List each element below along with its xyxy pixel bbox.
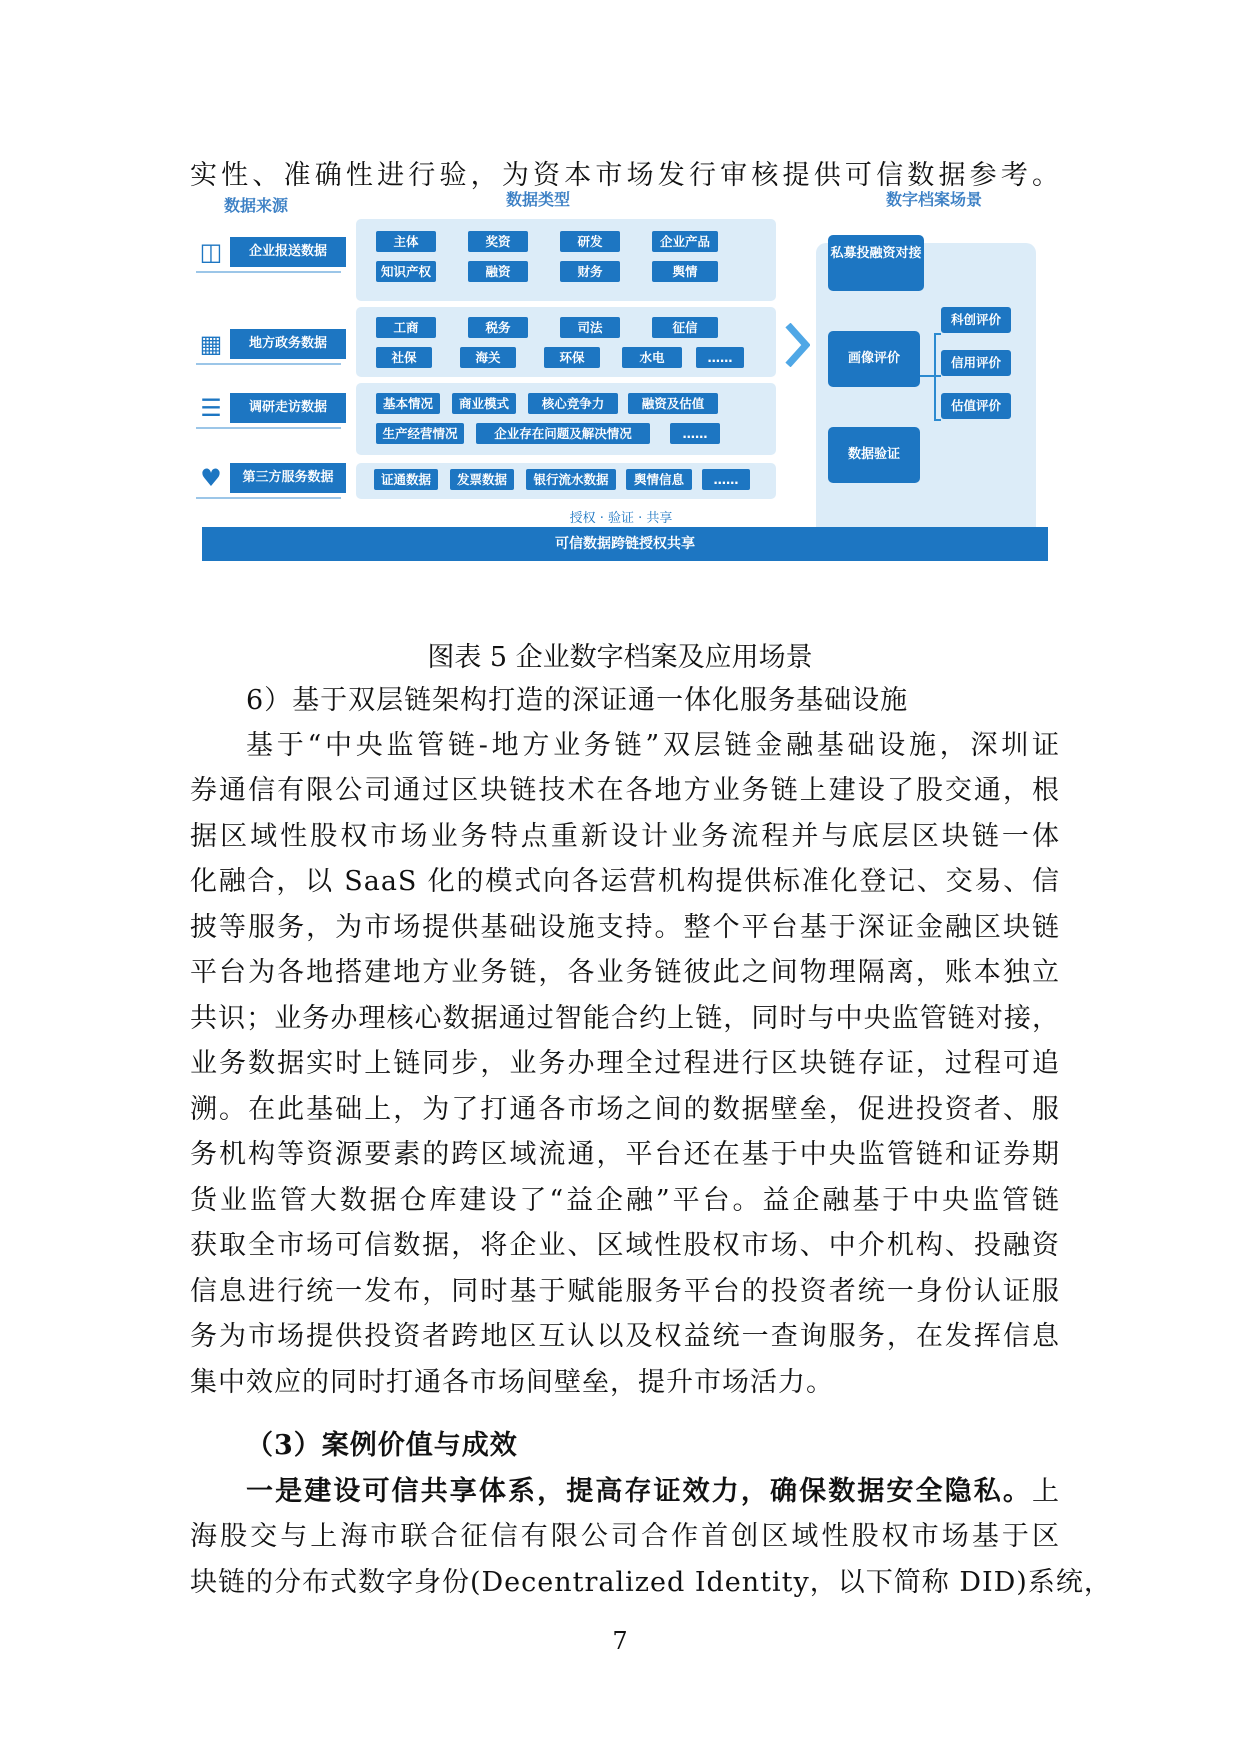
flow-arrow-icon [784,323,810,367]
data-type-chip: …… [696,347,744,368]
data-type-chip: 基本情况 [376,393,440,414]
source-label: 调研走访数据 [230,393,346,423]
eval-innovation: 科创评价 [941,307,1011,333]
paragraph-line: 披等服务，为市场提供基础设施支持。整个平台基于深证金融区块链 [190,912,1060,943]
paragraph-line: 基于“中央监管链-地方业务链”双层链金融基础设施，深圳证 [246,730,1060,761]
cross-chain-share-bar: 可信数据跨链授权共享 [202,527,1048,561]
data-type-chip: 银行流水数据 [526,469,616,490]
divider [196,427,341,429]
eval-connector [920,375,934,377]
eval-credit: 信用评价 [941,350,1011,376]
data-type-chip: 研发 [560,231,620,252]
paragraph-line: 溯。在此基础上，为了打通各市场之间的数据壁垒，促进投资者、服 [190,1094,1060,1125]
data-type-chip: 奖资 [468,231,528,252]
section-heading-6: 6）基于双层链架构打造的深证通一体化服务基础设施 [246,685,909,716]
data-type-chip: 商业模式 [452,393,516,414]
paragraph-line: 化融合，以 SaaS 化的模式向各运营机构提供标准化登记、交易、信 [190,866,1060,897]
scenes-title: 数字档案场景 [886,190,983,209]
source-survey [196,389,346,429]
paragraph-lead-line [246,1469,1060,1515]
data-type-chip: 舆情 [652,261,718,282]
source-third-party [196,459,346,499]
eval-arrow [934,419,941,421]
database-icon: ◫ [199,238,223,266]
data-type-chip: 社保 [376,347,432,368]
data-type-chip: …… [702,469,750,490]
page-number: 7 [612,1627,628,1655]
figure-caption: 图表 5 企业数字档案及应用场景 [427,642,813,673]
source-enterprise [196,233,346,273]
paragraph-line: 业务数据实时上链同步，业务办理全过程进行区块链存证，过程可追 [190,1048,1060,1079]
service-hand-icon: ♥ [200,464,222,492]
scene-verify: 数据验证 [828,427,920,483]
source-government [196,325,346,365]
paragraph-line: 集中效应的同时打通各市场间壁垒，提升市场活力。 [190,1367,834,1398]
data-type-chip: 主体 [376,231,436,252]
paragraph-line: 信息进行统一发布，同时基于赋能服务平台的投资者统一身份认证服 [190,1276,1060,1307]
divider [196,497,341,499]
paragraph-line: 平台为各地搭建地方业务链，各业务链彼此之间物理隔离，账本独立 [190,957,1060,988]
divider [196,271,341,273]
data-type-chip: 证通数据 [374,469,438,490]
data-type-chip: 环保 [544,347,600,368]
data-type-chip: 税务 [468,317,528,338]
lead-tail: 上 [1032,1476,1060,1507]
data-type-group-4 [356,463,776,499]
paragraph-line: 海股交与上海市联合征信有限公司合作首创区域性股权市场基于区 [190,1521,1060,1552]
paragraph-line: 据区域性股权市场业务特点重新设计业务流程并与底层区块链一体 [190,821,1060,852]
data-type-group-1 [356,219,776,301]
data-type-chip: 海关 [460,347,516,368]
data-type-chip: 核心竞争力 [528,393,618,414]
paragraph-line: 获取全市场可信数据，将企业、区域性股权市场、中介机构、投融资 [190,1230,1060,1261]
data-type-chip: 知识产权 [376,261,436,282]
eval-bracket [934,333,936,421]
auth-verify-share-label: 授权 · 验证 · 共享 [569,511,673,526]
source-label: 地方政务数据 [230,329,346,359]
enterprise-digital-archive-diagram [196,190,1046,630]
data-type-chip: 企业产品 [652,231,718,252]
scene-matchmaking: 私募投融资对接 [828,235,924,291]
divider [196,363,341,365]
buildings-icon: ▦ [199,330,223,358]
eval-valuation: 估值评价 [941,393,1011,419]
source-label: 第三方服务数据 [230,463,346,493]
data-type-chip: 生产经营情况 [376,423,464,444]
paragraph-line: 共识；业务办理核心数据通过智能合约上链，同时与中央监管链对接， [190,1003,1060,1034]
source-label: 企业报送数据 [230,237,346,267]
data-type-chip: 征信 [652,317,718,338]
data-type-chip: 融资及估值 [628,393,718,414]
sources-title: 数据来源 [224,196,289,215]
top-text-line: 实性、准确性进行验，为资本市场发行审核提供可信数据参考。 [190,160,1060,191]
paragraph-line: 块链的分布式数字身份(Decentralized Identity，以下简称 DID)系统， [190,1567,1112,1598]
data-type-chip: 财务 [560,261,620,282]
data-type-chip: 舆情信息 [626,469,692,490]
data-type-group-3 [356,383,776,455]
section-heading-3: （3）案例价值与成效 [246,1430,518,1461]
eval-arrow [934,375,941,377]
data-type-chip: 司法 [560,317,620,338]
checklist-icon: ☰ [200,394,222,422]
paragraph-line: 券通信有限公司通过区块链技术在各地方业务链上建设了股交通，根 [190,775,1060,806]
data-type-chip: 水电 [622,347,682,368]
paragraph-line: 务机构等资源要素的跨区域流通，平台还在基于中央监管链和证券期 [190,1139,1060,1170]
data-type-group-2 [356,307,776,377]
paragraph-line: 货业监管大数据仓库建设了“益企融”平台。益企融基于中央监管链 [190,1185,1060,1216]
data-type-chip: 发票数据 [450,469,514,490]
data-type-chip: 融资 [468,261,528,282]
paragraph-line: 务为市场提供投资者跨地区互认以及权益统一查询服务，在发挥信息 [190,1321,1060,1352]
bold-lead: 一是建设可信共享体系，提高存证效力，确保数据安全隐私。 [246,1476,1032,1507]
types-title: 数据类型 [506,190,571,209]
eval-arrow [934,333,941,335]
data-type-chip: 企业存在问题及解决情况 [476,423,650,444]
data-type-chip: …… [670,423,720,444]
data-type-chip: 工商 [376,317,436,338]
scene-portrait: 画像评价 [828,331,920,387]
